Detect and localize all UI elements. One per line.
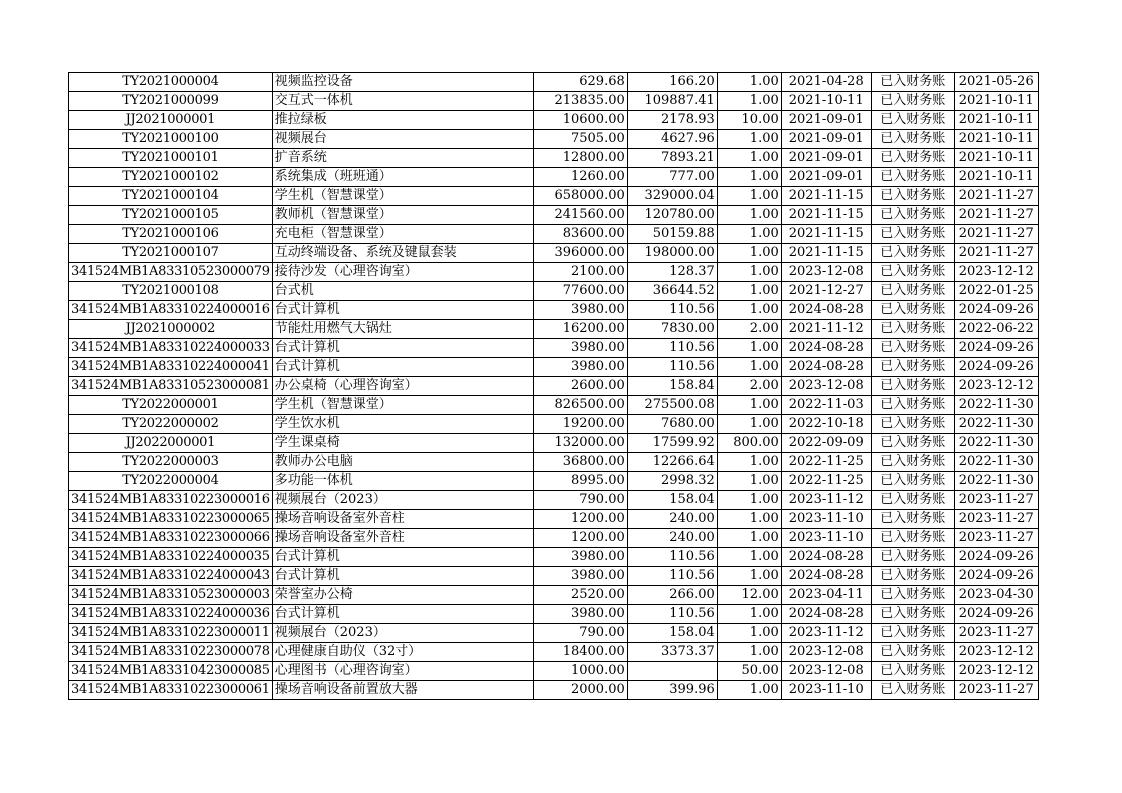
quantity-cell: 1.00 — [717, 358, 781, 377]
original-value-cell: 3980.00 — [533, 567, 627, 586]
quantity-cell: 1.00 — [717, 529, 781, 548]
table-row — [69, 168, 1039, 187]
quantity-cell: 1.00 — [717, 491, 781, 510]
status-cell: 已入财务账 — [871, 244, 954, 263]
acquire-date-cell: 2024-08-28 — [781, 605, 871, 624]
quantity-cell: 1.00 — [717, 624, 781, 643]
table-row — [69, 586, 1039, 605]
net-value-cell: 399.96 — [627, 681, 717, 700]
entry-date-cell: 2023-04-30 — [954, 586, 1038, 605]
table-row — [69, 415, 1039, 434]
entry-date-cell: 2024-09-26 — [954, 339, 1038, 358]
net-value-cell: 266.00 — [627, 586, 717, 605]
acquire-date-cell: 2023-11-10 — [781, 681, 871, 700]
original-value-cell: 3980.00 — [533, 548, 627, 567]
status-cell: 已入财务账 — [871, 586, 954, 605]
quantity-cell: 50.00 — [717, 662, 781, 681]
acquire-date-cell: 2021-11-15 — [781, 244, 871, 263]
original-value-cell: 2600.00 — [533, 377, 627, 396]
asset-name-cell: 台式计算机 — [272, 567, 533, 586]
net-value-cell: 128.37 — [627, 263, 717, 282]
asset-name-cell: 台式计算机 — [272, 339, 533, 358]
status-cell: 已入财务账 — [871, 510, 954, 529]
asset-code-cell: 341524MB1A83310523000079 — [69, 263, 273, 282]
acquire-date-cell: 2021-09-01 — [781, 111, 871, 130]
status-cell: 已入财务账 — [871, 434, 954, 453]
quantity-cell: 12.00 — [717, 586, 781, 605]
net-value-cell: 275500.08 — [627, 396, 717, 415]
status-cell: 已入财务账 — [871, 567, 954, 586]
entry-date-cell: 2022-11-30 — [954, 472, 1038, 491]
net-value-cell: 158.84 — [627, 377, 717, 396]
quantity-cell: 1.00 — [717, 149, 781, 168]
status-cell: 已入财务账 — [871, 548, 954, 567]
original-value-cell: 18400.00 — [533, 643, 627, 662]
original-value-cell: 19200.00 — [533, 415, 627, 434]
net-value-cell: 3373.37 — [627, 643, 717, 662]
entry-date-cell: 2023-11-27 — [954, 529, 1038, 548]
net-value-cell: 50159.88 — [627, 225, 717, 244]
original-value-cell: 1200.00 — [533, 529, 627, 548]
acquire-date-cell: 2023-12-08 — [781, 662, 871, 681]
status-cell: 已入财务账 — [871, 472, 954, 491]
entry-date-cell: 2021-11-27 — [954, 225, 1038, 244]
asset-name-cell: 学生机（智慧课堂） — [272, 396, 533, 415]
asset-name-cell: 节能灶用燃气大锅灶 — [272, 320, 533, 339]
table-body — [69, 73, 1039, 700]
acquire-date-cell: 2023-12-08 — [781, 263, 871, 282]
quantity-cell: 1.00 — [717, 643, 781, 662]
asset-name-cell: 系统集成（班班通） — [272, 168, 533, 187]
status-cell: 已入财务账 — [871, 377, 954, 396]
asset-code-cell: 341524MB1A83310224000016 — [69, 301, 273, 320]
asset-name-cell: 视频监控设备 — [272, 73, 533, 92]
net-value-cell: 110.56 — [627, 605, 717, 624]
status-cell: 已入财务账 — [871, 130, 954, 149]
table-row — [69, 434, 1039, 453]
entry-date-cell: 2023-11-27 — [954, 510, 1038, 529]
asset-code-cell: TY2021000101 — [69, 149, 273, 168]
acquire-date-cell: 2021-10-11 — [781, 92, 871, 111]
quantity-cell: 1.00 — [717, 92, 781, 111]
net-value-cell: 17599.92 — [627, 434, 717, 453]
acquire-date-cell: 2021-09-01 — [781, 130, 871, 149]
status-cell: 已入财务账 — [871, 415, 954, 434]
status-cell: 已入财务账 — [871, 111, 954, 130]
asset-code-cell: TY2021000105 — [69, 206, 273, 225]
entry-date-cell: 2023-11-27 — [954, 681, 1038, 700]
net-value-cell — [627, 662, 717, 681]
table-row — [69, 187, 1039, 206]
original-value-cell: 241560.00 — [533, 206, 627, 225]
quantity-cell: 1.00 — [717, 168, 781, 187]
table-row — [69, 605, 1039, 624]
quantity-cell: 1.00 — [717, 567, 781, 586]
net-value-cell: 777.00 — [627, 168, 717, 187]
asset-code-cell: TY2022000003 — [69, 453, 273, 472]
acquire-date-cell: 2022-10-18 — [781, 415, 871, 434]
asset-code-cell: TY2021000104 — [69, 187, 273, 206]
quantity-cell: 10.00 — [717, 111, 781, 130]
entry-date-cell: 2021-10-11 — [954, 92, 1038, 111]
table-row — [69, 320, 1039, 339]
net-value-cell: 110.56 — [627, 358, 717, 377]
original-value-cell: 132000.00 — [533, 434, 627, 453]
asset-code-cell: 341524MB1A83310223000011 — [69, 624, 273, 643]
table-row — [69, 225, 1039, 244]
status-cell: 已入财务账 — [871, 662, 954, 681]
asset-code-cell: JJ2021000002 — [69, 320, 273, 339]
entry-date-cell: 2021-11-27 — [954, 206, 1038, 225]
original-value-cell: 83600.00 — [533, 225, 627, 244]
net-value-cell: 110.56 — [627, 548, 717, 567]
asset-name-cell: 交互式一体机 — [272, 92, 533, 111]
asset-name-cell: 学生课桌椅 — [272, 434, 533, 453]
asset-name-cell: 台式机 — [272, 282, 533, 301]
asset-code-cell: 341524MB1A83310223000078 — [69, 643, 273, 662]
table-row — [69, 624, 1039, 643]
asset-code-cell: TY2022000002 — [69, 415, 273, 434]
acquire-date-cell: 2024-08-28 — [781, 301, 871, 320]
asset-code-cell: 341524MB1A83310523000003 — [69, 586, 273, 605]
asset-code-cell: TY2021000108 — [69, 282, 273, 301]
acquire-date-cell: 2024-08-28 — [781, 567, 871, 586]
quantity-cell: 1.00 — [717, 244, 781, 263]
net-value-cell: 109887.41 — [627, 92, 717, 111]
table-row — [69, 472, 1039, 491]
entry-date-cell: 2022-11-30 — [954, 396, 1038, 415]
original-value-cell: 826500.00 — [533, 396, 627, 415]
quantity-cell: 2.00 — [717, 377, 781, 396]
quantity-cell: 2.00 — [717, 320, 781, 339]
table-row — [69, 529, 1039, 548]
status-cell: 已入财务账 — [871, 320, 954, 339]
quantity-cell: 1.00 — [717, 415, 781, 434]
asset-code-cell: TY2021000107 — [69, 244, 273, 263]
asset-code-cell: JJ2021000001 — [69, 111, 273, 130]
asset-name-cell: 多功能一体机 — [272, 472, 533, 491]
table-row — [69, 301, 1039, 320]
acquire-date-cell: 2021-09-01 — [781, 149, 871, 168]
net-value-cell: 110.56 — [627, 567, 717, 586]
asset-name-cell: 台式计算机 — [272, 548, 533, 567]
asset-name-cell: 推拉绿板 — [272, 111, 533, 130]
quantity-cell: 1.00 — [717, 681, 781, 700]
entry-date-cell: 2021-11-27 — [954, 244, 1038, 263]
net-value-cell: 120780.00 — [627, 206, 717, 225]
status-cell: 已入财务账 — [871, 149, 954, 168]
original-value-cell: 1000.00 — [533, 662, 627, 681]
net-value-cell: 7893.21 — [627, 149, 717, 168]
acquire-date-cell: 2021-11-15 — [781, 225, 871, 244]
status-cell: 已入财务账 — [871, 263, 954, 282]
quantity-cell: 1.00 — [717, 605, 781, 624]
entry-date-cell: 2023-11-27 — [954, 491, 1038, 510]
asset-code-cell: TY2021000106 — [69, 225, 273, 244]
status-cell: 已入财务账 — [871, 453, 954, 472]
quantity-cell: 1.00 — [717, 472, 781, 491]
quantity-cell: 1.00 — [717, 282, 781, 301]
original-value-cell: 3980.00 — [533, 605, 627, 624]
table-row — [69, 377, 1039, 396]
asset-name-cell: 操场音响设备室外音柱 — [272, 510, 533, 529]
asset-name-cell: 互动终端设备、系统及键鼠套装 — [272, 244, 533, 263]
acquire-date-cell: 2023-12-08 — [781, 643, 871, 662]
original-value-cell: 790.00 — [533, 624, 627, 643]
acquire-date-cell: 2023-12-08 — [781, 377, 871, 396]
status-cell: 已入财务账 — [871, 301, 954, 320]
entry-date-cell: 2023-11-27 — [954, 624, 1038, 643]
asset-name-cell: 台式计算机 — [272, 301, 533, 320]
table-row — [69, 282, 1039, 301]
table-row — [69, 510, 1039, 529]
status-cell: 已入财务账 — [871, 73, 954, 92]
net-value-cell: 7830.00 — [627, 320, 717, 339]
asset-code-cell: TY2021000004 — [69, 73, 273, 92]
asset-name-cell: 教师办公电脑 — [272, 453, 533, 472]
asset-name-cell: 荣誉室办公椅 — [272, 586, 533, 605]
net-value-cell: 110.56 — [627, 301, 717, 320]
status-cell: 已入财务账 — [871, 168, 954, 187]
asset-name-cell: 操场音响设备室外音柱 — [272, 529, 533, 548]
asset-code-cell: JJ2022000001 — [69, 434, 273, 453]
net-value-cell: 7680.00 — [627, 415, 717, 434]
quantity-cell: 1.00 — [717, 339, 781, 358]
table-row — [69, 206, 1039, 225]
table-row — [69, 244, 1039, 263]
quantity-cell: 1.00 — [717, 453, 781, 472]
net-value-cell: 2178.93 — [627, 111, 717, 130]
status-cell: 已入财务账 — [871, 187, 954, 206]
status-cell: 已入财务账 — [871, 396, 954, 415]
acquire-date-cell: 2024-08-28 — [781, 339, 871, 358]
entry-date-cell: 2023-12-12 — [954, 377, 1038, 396]
net-value-cell: 2998.32 — [627, 472, 717, 491]
table-row — [69, 358, 1039, 377]
entry-date-cell: 2022-11-30 — [954, 434, 1038, 453]
quantity-cell: 1.00 — [717, 263, 781, 282]
table-row — [69, 130, 1039, 149]
asset-code-cell: TY2022000001 — [69, 396, 273, 415]
acquire-date-cell: 2023-11-12 — [781, 491, 871, 510]
original-value-cell: 36800.00 — [533, 453, 627, 472]
acquire-date-cell: 2021-11-12 — [781, 320, 871, 339]
entry-date-cell: 2023-12-12 — [954, 263, 1038, 282]
acquire-date-cell: 2023-11-12 — [781, 624, 871, 643]
status-cell: 已入财务账 — [871, 624, 954, 643]
original-value-cell: 7505.00 — [533, 130, 627, 149]
table-row — [69, 111, 1039, 130]
acquire-date-cell: 2023-04-11 — [781, 586, 871, 605]
asset-name-cell: 学生饮水机 — [272, 415, 533, 434]
acquire-date-cell: 2024-08-28 — [781, 358, 871, 377]
asset-code-cell: 341524MB1A83310224000041 — [69, 358, 273, 377]
asset-code-cell: 341524MB1A83310224000043 — [69, 567, 273, 586]
status-cell: 已入财务账 — [871, 92, 954, 111]
net-value-cell: 240.00 — [627, 529, 717, 548]
asset-name-cell: 扩音系统 — [272, 149, 533, 168]
entry-date-cell: 2021-10-11 — [954, 111, 1038, 130]
asset-name-cell: 充电柜（智慧课堂） — [272, 225, 533, 244]
acquire-date-cell: 2023-11-10 — [781, 510, 871, 529]
net-value-cell: 198000.00 — [627, 244, 717, 263]
entry-date-cell: 2021-10-11 — [954, 130, 1038, 149]
asset-table — [68, 72, 1039, 700]
entry-date-cell: 2023-12-12 — [954, 643, 1038, 662]
quantity-cell: 1.00 — [717, 225, 781, 244]
entry-date-cell: 2023-12-12 — [954, 662, 1038, 681]
original-value-cell: 77600.00 — [533, 282, 627, 301]
status-cell: 已入财务账 — [871, 282, 954, 301]
asset-code-cell: 341524MB1A83310224000033 — [69, 339, 273, 358]
asset-name-cell: 视频展台（2023） — [272, 624, 533, 643]
acquire-date-cell: 2022-11-25 — [781, 453, 871, 472]
asset-name-cell: 操场音响设备前置放大器 — [272, 681, 533, 700]
entry-date-cell: 2022-11-30 — [954, 415, 1038, 434]
table-row — [69, 548, 1039, 567]
table-row — [69, 681, 1039, 700]
table-row — [69, 567, 1039, 586]
table-row — [69, 662, 1039, 681]
table-row — [69, 149, 1039, 168]
original-value-cell: 3980.00 — [533, 339, 627, 358]
table-row — [69, 491, 1039, 510]
asset-name-cell: 视频展台 — [272, 130, 533, 149]
status-cell: 已入财务账 — [871, 681, 954, 700]
asset-code-cell: TY2021000099 — [69, 92, 273, 111]
entry-date-cell: 2021-11-27 — [954, 187, 1038, 206]
asset-code-cell: 341524MB1A83310223000065 — [69, 510, 273, 529]
status-cell: 已入财务账 — [871, 339, 954, 358]
entry-date-cell: 2021-10-11 — [954, 168, 1038, 187]
table-row — [69, 396, 1039, 415]
acquire-date-cell: 2021-11-15 — [781, 187, 871, 206]
asset-name-cell: 心理图书（心理咨询室） — [272, 662, 533, 681]
quantity-cell: 1.00 — [717, 130, 781, 149]
asset-code-cell: TY2021000100 — [69, 130, 273, 149]
net-value-cell: 36644.52 — [627, 282, 717, 301]
entry-date-cell: 2022-01-25 — [954, 282, 1038, 301]
acquire-date-cell: 2022-11-03 — [781, 396, 871, 415]
quantity-cell: 1.00 — [717, 548, 781, 567]
status-cell: 已入财务账 — [871, 225, 954, 244]
entry-date-cell: 2024-09-26 — [954, 358, 1038, 377]
acquire-date-cell: 2021-11-15 — [781, 206, 871, 225]
entry-date-cell: 2024-09-26 — [954, 567, 1038, 586]
entry-date-cell: 2024-09-26 — [954, 605, 1038, 624]
original-value-cell: 1200.00 — [533, 510, 627, 529]
asset-name-cell: 视频展台（2023） — [272, 491, 533, 510]
net-value-cell: 166.20 — [627, 73, 717, 92]
entry-date-cell: 2022-06-22 — [954, 320, 1038, 339]
net-value-cell: 110.56 — [627, 339, 717, 358]
asset-code-cell: TY2021000102 — [69, 168, 273, 187]
net-value-cell: 158.04 — [627, 624, 717, 643]
acquire-date-cell: 2022-09-09 — [781, 434, 871, 453]
original-value-cell: 1260.00 — [533, 168, 627, 187]
quantity-cell: 1.00 — [717, 301, 781, 320]
asset-name-cell: 教师机（智慧课堂） — [272, 206, 533, 225]
table-row — [69, 73, 1039, 92]
quantity-cell: 800.00 — [717, 434, 781, 453]
status-cell: 已入财务账 — [871, 491, 954, 510]
table-row — [69, 453, 1039, 472]
net-value-cell: 158.04 — [627, 491, 717, 510]
original-value-cell: 3980.00 — [533, 358, 627, 377]
asset-name-cell: 接待沙发（心理咨询室） — [272, 263, 533, 282]
status-cell: 已入财务账 — [871, 605, 954, 624]
quantity-cell: 1.00 — [717, 206, 781, 225]
quantity-cell: 1.00 — [717, 510, 781, 529]
table-row — [69, 263, 1039, 282]
acquire-date-cell: 2022-11-25 — [781, 472, 871, 491]
original-value-cell: 396000.00 — [533, 244, 627, 263]
acquire-date-cell: 2021-12-27 — [781, 282, 871, 301]
net-value-cell: 329000.04 — [627, 187, 717, 206]
asset-code-cell: 341524MB1A83310523000081 — [69, 377, 273, 396]
original-value-cell: 658000.00 — [533, 187, 627, 206]
acquire-date-cell: 2021-09-01 — [781, 168, 871, 187]
status-cell: 已入财务账 — [871, 643, 954, 662]
acquire-date-cell: 2023-11-10 — [781, 529, 871, 548]
original-value-cell: 790.00 — [533, 491, 627, 510]
net-value-cell: 240.00 — [627, 510, 717, 529]
original-value-cell: 213835.00 — [533, 92, 627, 111]
asset-name-cell: 学生机（智慧课堂） — [272, 187, 533, 206]
original-value-cell: 629.68 — [533, 73, 627, 92]
asset-name-cell: 心理健康自助仪（32寸） — [272, 643, 533, 662]
original-value-cell: 3980.00 — [533, 301, 627, 320]
original-value-cell: 2100.00 — [533, 263, 627, 282]
quantity-cell: 1.00 — [717, 187, 781, 206]
acquire-date-cell: 2021-04-28 — [781, 73, 871, 92]
entry-date-cell: 2024-09-26 — [954, 548, 1038, 567]
table-row — [69, 339, 1039, 358]
asset-code-cell: 341524MB1A83310224000035 — [69, 548, 273, 567]
asset-name-cell: 办公桌椅（心理咨询室） — [272, 377, 533, 396]
entry-date-cell: 2022-11-30 — [954, 453, 1038, 472]
asset-code-cell: 341524MB1A83310223000061 — [69, 681, 273, 700]
asset-code-cell: 341524MB1A83310223000016 — [69, 491, 273, 510]
original-value-cell: 8995.00 — [533, 472, 627, 491]
status-cell: 已入财务账 — [871, 206, 954, 225]
asset-code-cell: TY2022000004 — [69, 472, 273, 491]
entry-date-cell: 2024-09-26 — [954, 301, 1038, 320]
asset-name-cell: 台式计算机 — [272, 605, 533, 624]
status-cell: 已入财务账 — [871, 358, 954, 377]
original-value-cell: 2000.00 — [533, 681, 627, 700]
net-value-cell: 12266.64 — [627, 453, 717, 472]
original-value-cell: 12800.00 — [533, 149, 627, 168]
entry-date-cell: 2021-05-26 — [954, 73, 1038, 92]
original-value-cell: 2520.00 — [533, 586, 627, 605]
original-value-cell: 16200.00 — [533, 320, 627, 339]
net-value-cell: 4627.96 — [627, 130, 717, 149]
table-row — [69, 92, 1039, 111]
original-value-cell: 10600.00 — [533, 111, 627, 130]
asset-code-cell: 341524MB1A83310223000066 — [69, 529, 273, 548]
asset-name-cell: 台式计算机 — [272, 358, 533, 377]
asset-code-cell: 341524MB1A83310423000085 — [69, 662, 273, 681]
quantity-cell: 1.00 — [717, 73, 781, 92]
acquire-date-cell: 2024-08-28 — [781, 548, 871, 567]
entry-date-cell: 2021-10-11 — [954, 149, 1038, 168]
asset-code-cell: 341524MB1A83310224000036 — [69, 605, 273, 624]
status-cell: 已入财务账 — [871, 529, 954, 548]
quantity-cell: 1.00 — [717, 396, 781, 415]
table-row — [69, 643, 1039, 662]
